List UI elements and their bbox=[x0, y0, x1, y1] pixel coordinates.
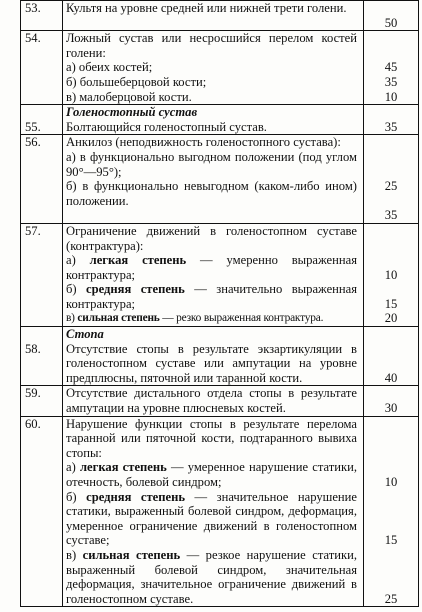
table-row-56 bbox=[21, 135, 419, 224]
row-number: 54. bbox=[21, 31, 63, 105]
table-subrow bbox=[21, 460, 419, 489]
row-percentage: 40 bbox=[364, 342, 419, 386]
row-description: б) средняя степень — значительное нарушение статики, выраженный болевой синдром, деформация, умеренное ограничение движений в голеностопном суставе; bbox=[63, 490, 364, 548]
disability-percentage-table bbox=[20, 0, 419, 607]
row-description: Отсутствие стопы в результате экзартикуляции в голеностопном суставе или ампутации на уровне предплюсны, пяточной или таранной кости. bbox=[63, 342, 364, 386]
row-description: Болтающийся голеностопный сустав. bbox=[63, 120, 364, 135]
row-number: 60. bbox=[21, 416, 63, 460]
row-percentage: 25 bbox=[364, 548, 419, 607]
scan-edge-shadow bbox=[0, 0, 14, 612]
row-description: Ограничение движений в голеностопном суставе (контрактура): bbox=[63, 223, 364, 253]
row-description: Ложный сустав или несросшийся перелом костей голени: а) обеих костей; б) большеберцовой кости; в) малоберцовой кости. bbox=[63, 31, 364, 105]
row-description: Культя на уровне средней или нижней трети голени. bbox=[63, 1, 364, 31]
table-row-57 bbox=[21, 223, 419, 253]
section-header-row bbox=[21, 105, 419, 120]
row-description: б) средняя степень — значительно выраженная контрактура; bbox=[63, 282, 364, 311]
row-description: в) сильная степень — резко выраженная контрактура. bbox=[63, 311, 364, 326]
section-header-row bbox=[21, 327, 419, 342]
row-description: Отсутствие дистального отдела стопы в результате ампутации на уровне плюсневых костей. bbox=[63, 386, 364, 416]
row-description: Нарушение функции стопы в результате перелома таранной или пяточной кости, подтаранного вывиха стопы: bbox=[63, 416, 364, 460]
row-percentage: 25 35 bbox=[364, 135, 419, 224]
table-row-53 bbox=[21, 1, 419, 31]
row-percentage: 20 bbox=[364, 311, 419, 326]
row-percentage: 35 bbox=[364, 120, 419, 135]
row-number: 55. bbox=[21, 120, 63, 135]
table-row-55 bbox=[21, 120, 419, 135]
section-title: Стопа bbox=[63, 327, 364, 342]
table-subrow bbox=[21, 548, 419, 607]
row-description: а) легкая степень — умеренно выраженная контрактура; bbox=[63, 253, 364, 282]
table-row-54 bbox=[21, 31, 419, 105]
row-number: 58. bbox=[21, 342, 63, 386]
row-number: 53. bbox=[21, 1, 63, 31]
row-description: Анкилоз (неподвижность голеностопного сустава): а) в функционально выгодном положении (под углом 90°—95°); б) в функционально невыгодном (каком-либо ином) положении. bbox=[63, 135, 364, 224]
table-row-58 bbox=[21, 342, 419, 386]
row-percentage: 10 bbox=[364, 460, 419, 489]
table-subrow bbox=[21, 490, 419, 548]
row-percentage: 45 35 10 bbox=[364, 31, 419, 105]
row-percentage: 15 bbox=[364, 282, 419, 311]
row-number: 57. bbox=[21, 223, 63, 253]
row-number: 56. bbox=[21, 135, 63, 224]
row-description: в) сильная степень — резкое нарушение статики, выраженный болевой синдром, значительная деформация, значительное ограничение движений в голеностопном суставе. bbox=[63, 548, 364, 607]
row-description: а) легкая степень — умеренное нарушение статики, отечность, болевой синдром; bbox=[63, 460, 364, 489]
row-percentage: 50 bbox=[364, 1, 419, 31]
row-percentage: 30 bbox=[364, 386, 419, 416]
table-subrow bbox=[21, 253, 419, 282]
row-percentage: 15 bbox=[364, 490, 419, 548]
section-title: Голеностопный сустав bbox=[63, 105, 364, 120]
table-row-59 bbox=[21, 386, 419, 416]
table-subrow bbox=[21, 311, 419, 326]
row-number: 59. bbox=[21, 386, 63, 416]
row-percentage: 10 bbox=[364, 253, 419, 282]
table-row-60 bbox=[21, 416, 419, 460]
table-subrow bbox=[21, 282, 419, 311]
